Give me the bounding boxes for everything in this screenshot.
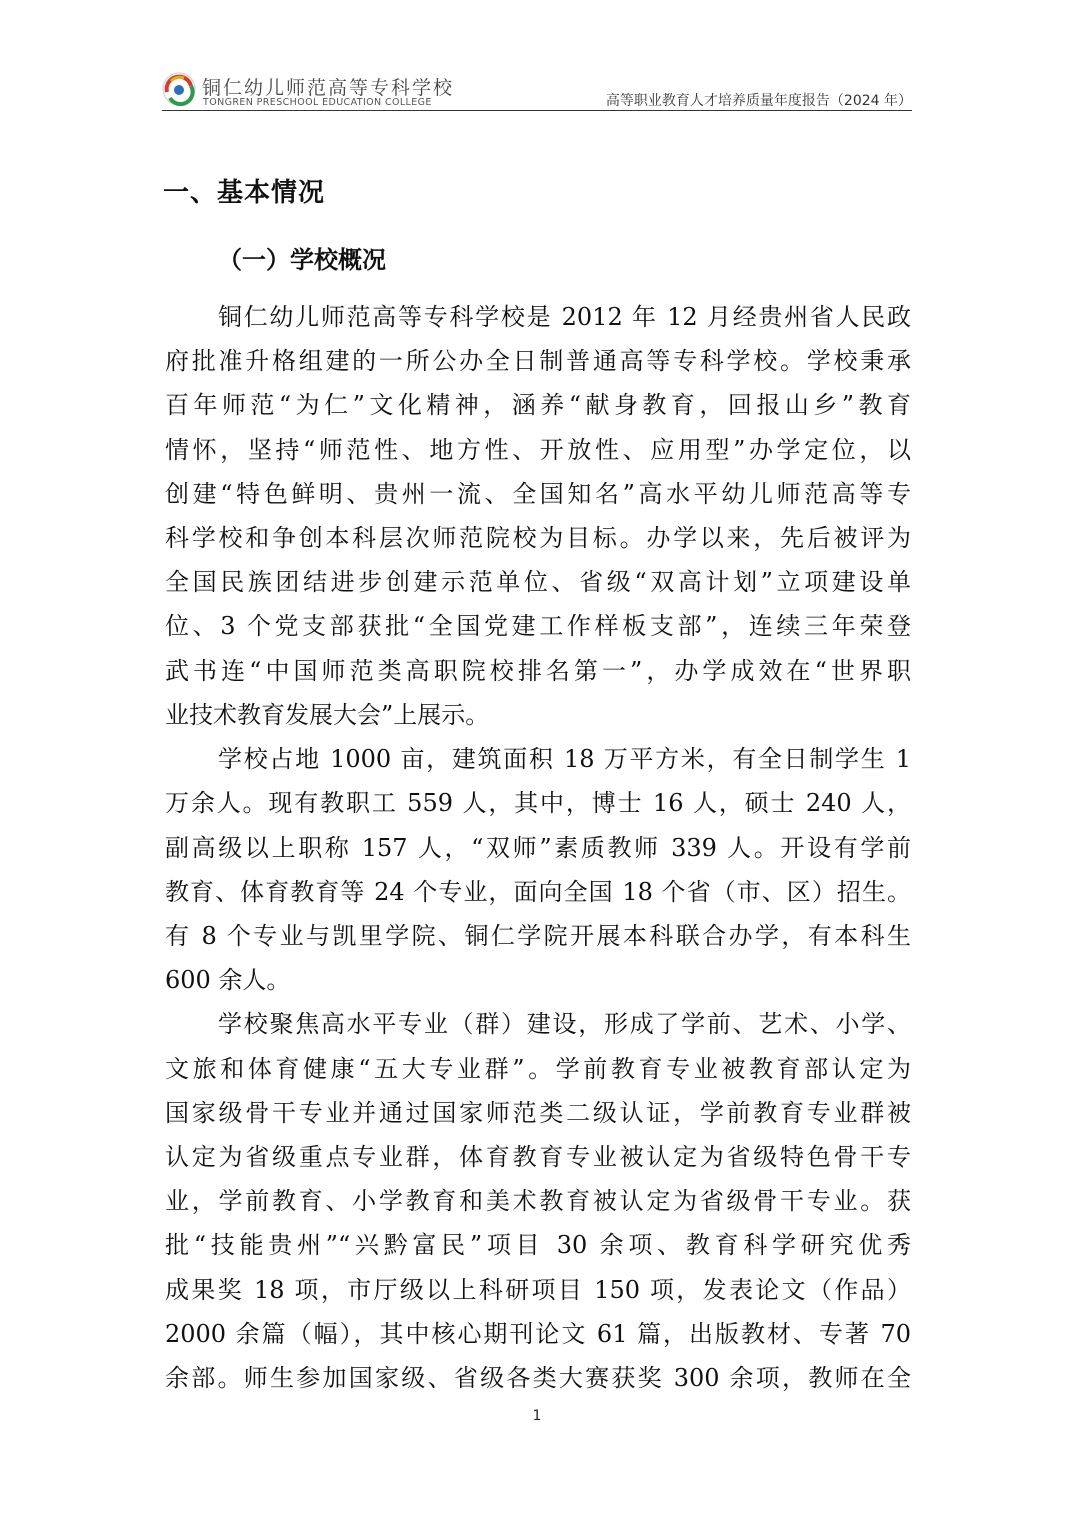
page-number: 1 [532, 1408, 542, 1424]
paragraph-1-line: 武书连“中国师范类高职院校排名第一”，办学成效在“世界职 [165, 656, 911, 685]
paragraph-2-line: 教育、体育教育等 24 个专业，面向全国 18 个省（市、区）招生。 [165, 877, 911, 906]
paragraph-3-line: 成果奖 18 项，市厅级以上科研项目 150 项，发表论文（作品） [165, 1275, 911, 1304]
paragraph-2-line: 万余人。现有教职工 559 人，其中，博士 16 人，硕士 240 人， [165, 789, 911, 818]
paragraph-2-line: 副高级以上职称 157 人，“双师”素质教师 339 人。开设有学前 [165, 833, 911, 862]
paragraph-2-line: 学校占地 1000 亩，建筑面积 18 万平方米，有全日制学生 1 [218, 745, 911, 774]
paragraph-2-line: 有 8 个专业与凯里学院、铜仁学院开展本科联合办学，有本科生 [165, 921, 911, 950]
subsection-title: （一）学校概况 [218, 246, 386, 274]
paragraph-2-line: 600 余人。 [165, 966, 291, 995]
paragraph-1-line: 铜仁幼儿师范高等专科学校是 2012 年 12 月经贵州省人民政 [218, 303, 911, 331]
page-header [162, 70, 912, 111]
paragraph-3-line: 认定为省级重点专业群，体育教育专业被认定为省级特色骨干专 [165, 1142, 911, 1171]
paragraph-1-line: 府批准升格组建的一所公办全日制普通高等专科学校。学校秉承 [165, 347, 911, 376]
report-title: 高等职业教育人才培养质量年度报告（2024 年） [605, 93, 912, 109]
paragraph-1-line: 情怀，坚持“师范性、地方性、开放性、应用型”办学定位，以 [165, 435, 911, 464]
paragraph-1-line: 位、3 个党支部获批“全国党建工作样板支部”，连续三年荣登 [165, 612, 911, 641]
paragraph-3-line: 学校聚焦高水平专业（群）建设，形成了学前、艺术、小学、 [218, 1010, 911, 1039]
paragraph-3-line: 2000 余篇（幅），其中核心期刊论文 61 篇，出版教材、专著 70 [165, 1319, 911, 1348]
section-title: 一、基本情况 [163, 178, 326, 208]
paragraph-3-line: 业，学前教育、小学教育和美术教育被认定为省级骨干专业。获 [165, 1187, 911, 1216]
paragraph-1-line: 科学校和争创本科层次师范院校为目标。办学以来，先后被评为 [165, 524, 911, 553]
school-name-chinese: 铜仁幼儿师范高等专科学校 [202, 77, 455, 99]
paragraph-3-line: 国家级骨干专业并通过国家师范类二级认证，学前教育专业群被 [165, 1098, 911, 1127]
paragraph-1-line: 百年师范“为仁”文化精神，涵养“献身教育，回报山乡”教育 [165, 391, 911, 420]
paragraph-1-line: 业技术教育发展大会”上展示。 [165, 700, 490, 729]
school-name-english: TONGREN PRESCHOOL EDUCATION COLLEGE [203, 97, 432, 108]
paragraph-1-line: 创建“特色鲜明、贵州一流、全国知名”高水平幼儿师范高等专 [165, 479, 911, 508]
school-emblem-icon [162, 72, 196, 106]
paragraph-1-line: 全国民族团结进步创建示范单位、省级“双高计划”立项建设单 [165, 568, 911, 597]
paragraph-3-line: 批“技能贵州”“兴黔富民”项目 30 余项、教育科学研究优秀 [165, 1231, 911, 1260]
paragraph-3-line: 余部。师生参加国家级、省级各类大赛获奖 300 余项，教师在全 [165, 1364, 911, 1392]
paragraph-3-line: 文旅和体育健康“五大专业群”。学前教育专业被教育部认定为 [165, 1054, 911, 1083]
